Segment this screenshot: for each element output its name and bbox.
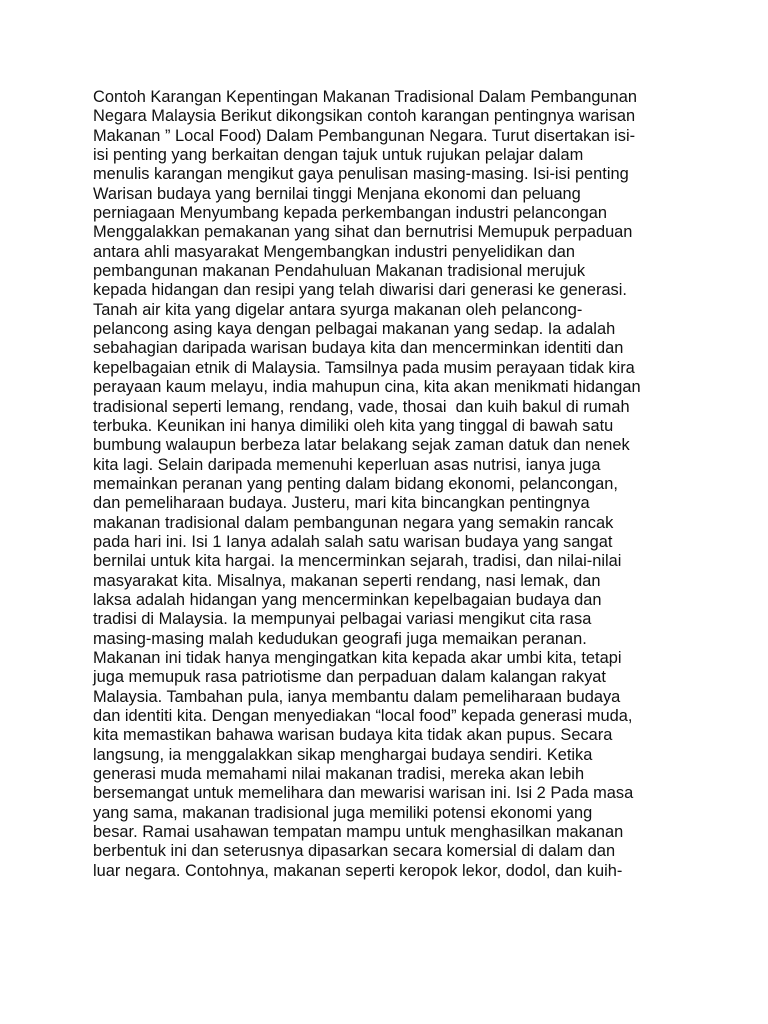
text-line: bersemangat untuk memelihara dan mewarisi warisan ini. Isi 2 Pada masa [93, 784, 634, 803]
text-line: pembangunan makanan Pendahuluan Makanan tradisional merujuk [93, 262, 586, 281]
text-line: masing-masing malah kedudukan geografi juga memaikan peranan. [93, 629, 587, 648]
text-line: laksa adalah hidangan yang mencerminkan kepelbagaian budaya dan [93, 590, 602, 609]
text-line: memainkan peranan yang penting dalam bidang ekonomi, pelancongan, [93, 474, 618, 493]
text-line: Warisan budaya yang bernilai tinggi Menjana ekonomi dan peluang [93, 184, 581, 203]
text-line: pelancong asing kaya dengan pelbagai makanan yang sedap. Ia adalah [93, 320, 616, 339]
text-line: bernilai untuk kita hargai. Ia mencerminkan sejarah, tradisi, dan nilai-nilai [93, 552, 622, 571]
text-line: Menggalakkan pemakanan yang sihat dan bernutrisi Memupuk perpaduan [93, 223, 633, 242]
text-line: isi penting yang berkaitan dengan tajuk untuk rujukan pelajar dalam [93, 146, 584, 165]
text-line: menulis karangan mengikut gaya penulisan masing-masing. Isi-isi penting [93, 165, 629, 184]
text-line: kita memastikan bahawa warisan budaya kita tidak akan pupus. Secara [93, 726, 613, 745]
text-line: luar negara. Contohnya, makanan seperti keropok lekor, dodol, dan kuih- [93, 861, 623, 880]
text-line: kita lagi. Selain daripada memenuhi keperluan asas nutrisi, ianya juga [93, 455, 601, 474]
text-line: antara ahli masyarakat Mengembangkan industri penyelidikan dan [93, 242, 575, 261]
text-line: Malaysia. Tambahan pula, ianya membantu dalam pemeliharaan budaya [93, 687, 621, 706]
text-line: perayaan kaum melayu, india mahupun cina, kita akan menikmati hidangan [93, 378, 641, 397]
text-line: Tanah air kita yang digelar antara syurga makanan oleh pelancong- [93, 300, 583, 319]
text-line: juga memupuk rasa patriotisme dan perpaduan dalam kalangan rakyat [93, 668, 606, 687]
text-line: Makanan ” Local Food) Dalam Pembangunan Negara. Turut disertakan isi- [93, 126, 636, 145]
text-line: Negara Malaysia Berikut dikongsikan contoh karangan pentingnya warisan [93, 107, 636, 126]
text-line: Makanan ini tidak hanya mengingatkan kita kepada akar umbi kita, tetapi [93, 648, 622, 667]
text-line: berbentuk ini dan seterusnya dipasarkan secara komersial di dalam dan [93, 842, 616, 861]
text-line: makanan tradisional dalam pembangunan negara yang semakin rancak [93, 513, 614, 532]
text-line: tradisi di Malaysia. Ia mempunyai pelbagai variasi mengikut cita rasa [93, 610, 592, 629]
text-line: bumbung walaupun berbeza latar belakang sejak zaman datuk dan nenek [93, 436, 630, 455]
text-line: yang sama, makanan tradisional juga memiliki potensi ekonomi yang [93, 803, 593, 822]
text-line: generasi muda memahami nilai makanan tradisi, mereka akan lebih [93, 765, 585, 784]
text-line: masyarakat kita. Misalnya, makanan seperti rendang, nasi lemak, dan [93, 571, 601, 590]
text-line: besar. Ramai usahawan tempatan mampu untuk menghasilkan makanan [93, 823, 624, 842]
text-line: sebahagian daripada warisan budaya kita dan mencerminkan identiti dan [93, 339, 624, 358]
text-line: langsung, ia menggalakkan sikap menghargai budaya sendiri. Ketika [93, 745, 593, 764]
text-line: perniagaan Menyumbang kepada perkembangan industri pelancongan [93, 204, 607, 223]
text-line: dan identiti kita. Dengan menyediakan “local food” kepada generasi muda, [93, 707, 633, 725]
text-line: dan pemeliharaan budaya. Justeru, mari kita bincangkan pentingnya [93, 494, 590, 513]
text-line: kepada hidangan dan resipi yang telah diwarisi dari generasi ke generasi. [93, 281, 627, 300]
text-line: Contoh Karangan Kepentingan Makanan Tradisional Dalam Pembangunan [93, 88, 637, 106]
text-line: kepelbagaian etnik di Malaysia. Tamsilnya pada musim perayaan tidak kira [93, 358, 635, 377]
text-line: pada hari ini. Isi 1 Ianya adalah salah satu warisan budaya yang sangat [93, 532, 613, 551]
text-line: tradisional seperti lemang, rendang, vade, thosai dan kuih bakul di rumah [93, 397, 630, 416]
text-line: terbuka. Keunikan ini hanya dimiliki oleh kita yang tinggal di bawah satu [93, 416, 614, 435]
body-text [93, 88, 693, 881]
